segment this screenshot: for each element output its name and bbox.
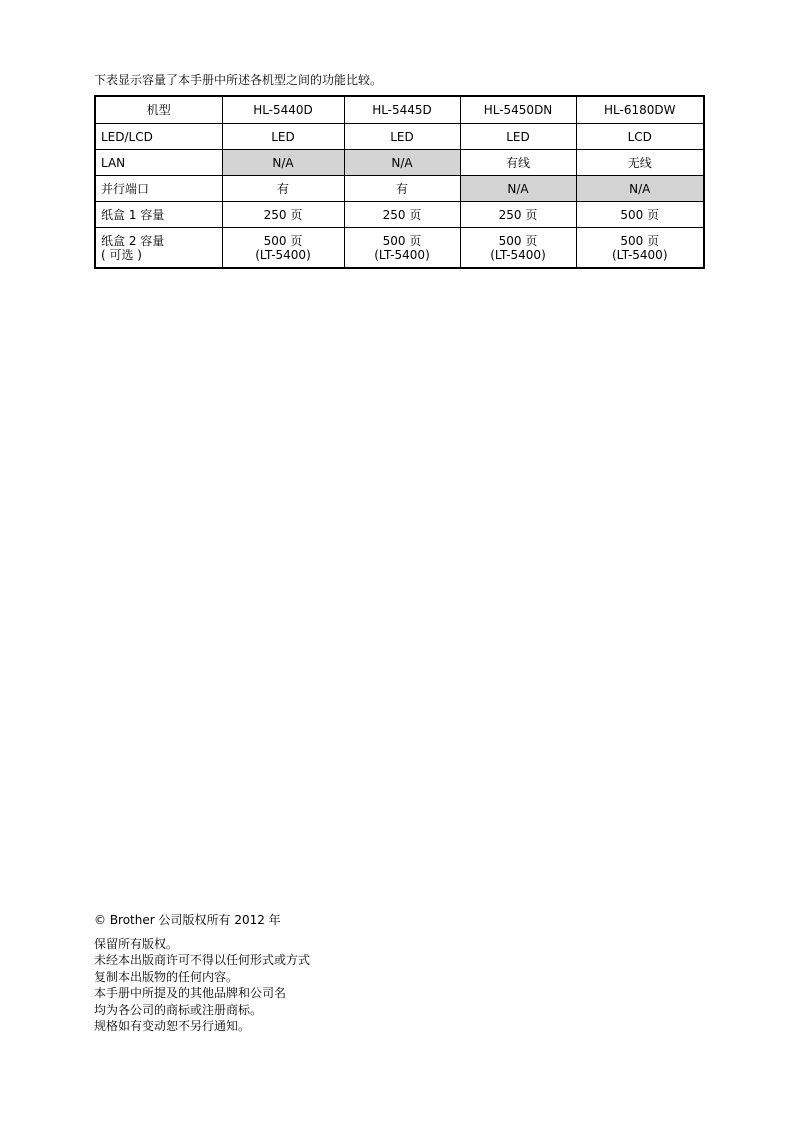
table-cell xyxy=(344,202,460,228)
row-label-text: ( 可选 ) xyxy=(101,247,142,262)
row-label xyxy=(95,202,222,228)
row-label xyxy=(95,228,222,269)
cell-text: N/A xyxy=(507,181,529,196)
table-row-tray-1-capacity xyxy=(95,202,704,228)
table-cell xyxy=(344,124,460,150)
table-header-row xyxy=(95,96,704,124)
cell-text: 500 页 xyxy=(263,233,303,248)
cell-text: (LT-5400) xyxy=(374,247,430,262)
cell-text: 500 页 xyxy=(498,233,538,248)
table-cell xyxy=(222,124,344,150)
cell-text: LCD xyxy=(627,129,652,144)
notice-line: 未经本出版商许可不得以任何形式或方式 xyxy=(94,953,311,967)
cell-text: N/A xyxy=(391,155,413,170)
table-cell xyxy=(576,150,704,176)
table-cell xyxy=(344,150,460,176)
notice-line: 均为各公司的商标或注册商标。 xyxy=(94,1002,263,1017)
table-cell xyxy=(344,176,460,202)
cell-text: 有 xyxy=(276,181,289,196)
table-cell xyxy=(576,176,704,202)
table-cell xyxy=(344,228,460,269)
notice-line: 规格如有变动恕不另行通知。 xyxy=(94,1019,251,1033)
header-cell-model: 机型 xyxy=(95,96,222,124)
table-cell xyxy=(222,176,344,202)
table-cell xyxy=(460,202,576,228)
header-cell-hl-5445d: HL-5445D xyxy=(344,96,460,124)
row-label-text: 并行端口 xyxy=(101,181,150,196)
table-cell xyxy=(460,228,576,269)
table-cell xyxy=(460,124,576,150)
copyright-notice xyxy=(94,912,310,1035)
table-cell xyxy=(460,176,576,202)
cell-text: (LT-5400) xyxy=(490,247,546,262)
row-label-text: LAN xyxy=(101,155,126,170)
cell-text: 无线 xyxy=(627,155,652,170)
cell-text: 有 xyxy=(395,181,408,196)
cell-text: N/A xyxy=(629,181,651,196)
model-comparison-table xyxy=(94,95,705,269)
row-label xyxy=(95,176,222,202)
notice-line: 本手册中所提及的其他品牌和公司名 xyxy=(94,986,287,1000)
notice-line: 保留所有版权。 xyxy=(94,936,179,951)
cell-text: (LT-5400) xyxy=(612,247,668,262)
table-row-tray-2-capacity xyxy=(95,228,704,269)
table-cell xyxy=(222,202,344,228)
cell-text: 250 页 xyxy=(382,207,422,222)
header-cell-hl-5450dn: HL-5450DN xyxy=(460,96,576,124)
cell-text: 有线 xyxy=(505,155,530,170)
table-row-parallel-port xyxy=(95,176,704,202)
row-label xyxy=(95,124,222,150)
cell-text: LED xyxy=(271,129,295,144)
table-cell xyxy=(460,150,576,176)
table-cell xyxy=(576,202,704,228)
row-label-text: 纸盒 2 容量 xyxy=(101,233,165,248)
row-label-text: 纸盒 1 容量 xyxy=(101,207,165,222)
table-row-led-lcd xyxy=(95,124,704,150)
table-cell xyxy=(576,124,704,150)
header-cell-hl-6180dw: HL-6180DW xyxy=(576,96,704,124)
table-cell xyxy=(222,228,344,269)
row-label xyxy=(95,150,222,176)
row-label-text: LED/LCD xyxy=(101,129,153,144)
notice-line: 复制本出版物的任何内容。 xyxy=(94,969,239,984)
header-cell-hl-5440d: HL-5440D xyxy=(222,96,344,124)
cell-text: LED xyxy=(390,129,414,144)
table-cell xyxy=(576,228,704,269)
intro-text: 下表显示容量了本手册中所述各机型之间的功能比较。 xyxy=(94,73,383,87)
cell-text: 250 页 xyxy=(263,207,303,222)
cell-text: 250 页 xyxy=(498,207,538,222)
cell-text: (LT-5400) xyxy=(255,247,311,262)
table-row-lan xyxy=(95,150,704,176)
cell-text: 500 页 xyxy=(620,207,660,222)
table-cell xyxy=(222,150,344,176)
cell-text: 500 页 xyxy=(620,233,660,248)
cell-text: N/A xyxy=(272,155,294,170)
copyright-line: © Brother 公司版权所有 2012 年 xyxy=(94,913,281,927)
cell-text: 500 页 xyxy=(382,233,422,248)
cell-text: LED xyxy=(506,129,530,144)
